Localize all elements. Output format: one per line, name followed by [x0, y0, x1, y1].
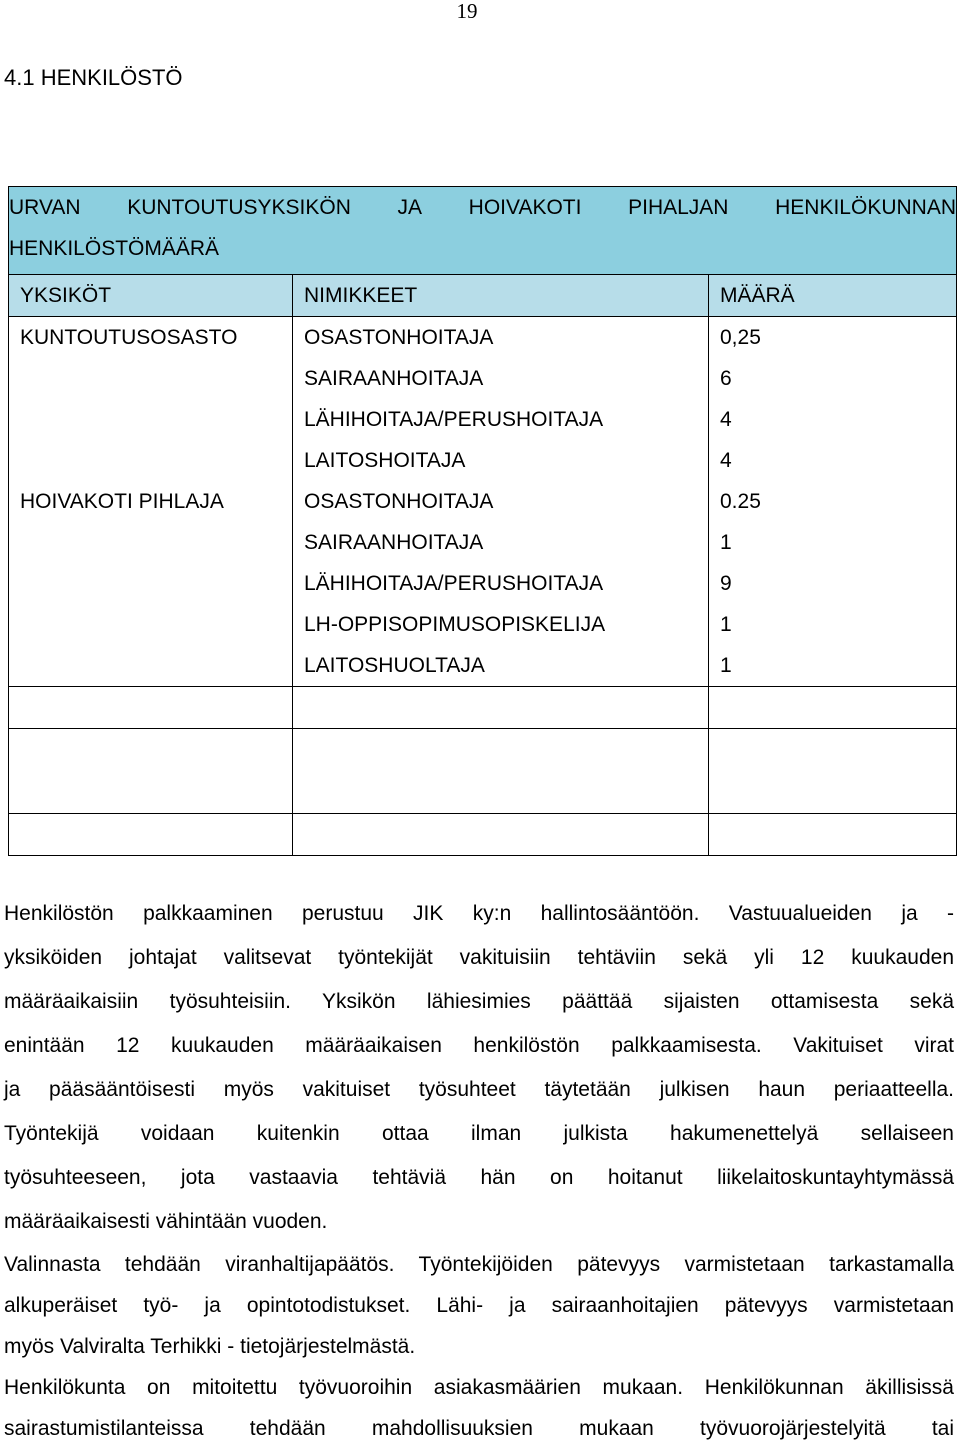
paragraph-line: enintään 12 kuukauden määräaikaisen henkilöstön palkkaamisesta. Vakituiset virat [4, 1034, 954, 1057]
table-title-word: PIHALJAN [628, 196, 729, 219]
cell-unit: HOIVAKOTI PIHLAJA [9, 481, 293, 522]
cell-amount: 0,25 [709, 317, 957, 359]
paragraph-line: ja pääsääntöisesti myös vakituiset työsuhteet täytetään julkisen haun periaatteella. [4, 1078, 954, 1101]
cell-amount: 6 [709, 358, 957, 399]
cell-amount: 4 [709, 440, 957, 481]
cell-unit [9, 645, 293, 687]
section-heading: 4.1 HENKILÖSTÖ [4, 65, 183, 90]
table-row [9, 645, 957, 687]
cell-amount: 0.25 [709, 481, 957, 522]
cell-title: SAIRAANHOITAJA [293, 358, 709, 399]
header-units: YKSIKÖT [9, 275, 293, 317]
paragraph-line: Henkilöstön palkkaaminen perustuu JIK ky:n hallintosääntöön. Vastuualueiden ja - [4, 902, 954, 925]
cell-unit [9, 563, 293, 604]
table-title-word: URVAN [9, 196, 81, 219]
table-title-line [9, 187, 956, 228]
page-number: 19 [456, 0, 478, 23]
paragraph-line: sairastumistilanteissa tehdään mahdollisuuksien mukaan työvuorojärjestelyitä tai [4, 1417, 954, 1440]
cell-title: SAIRAANHOITAJA [293, 522, 709, 563]
table-row [9, 440, 957, 481]
table-title-word: JA [397, 196, 423, 219]
paragraph-staffing [4, 1367, 954, 1449]
header-titles: NIMIKKEET [293, 275, 709, 317]
cell-title: OSASTONHOITAJA [293, 481, 709, 522]
table-title-word: HENKILÖKUNNAN [775, 196, 956, 219]
table-title-line: HENKILÖSTÖMÄÄRÄ [9, 237, 220, 260]
cell-title: OSASTONHOITAJA [293, 317, 709, 359]
header-amount: MÄÄRÄ [709, 275, 957, 317]
cell-unit [9, 604, 293, 645]
cell-unit [9, 440, 293, 481]
paragraph-line: määräaikaisiin työsuhteisiin. Yksikön lähiesimies päättää sijaisten ottamisesta sekä [4, 990, 954, 1013]
paragraph-line: Valinnasta tehdään viranhaltijapäätös. Työntekijöiden pätevyys varmistetaan tarkastamalla [4, 1253, 954, 1276]
paragraph-line: myös Valviralta Terhikki - tietojärjestelmästä. [4, 1335, 416, 1358]
cell-amount: 1 [709, 522, 957, 563]
cell-unit [9, 522, 293, 563]
cell-unit: KUNTOUTUSOSASTO [9, 317, 293, 359]
table-row [9, 481, 957, 522]
paragraph-line: alkuperäiset työ- ja opintotodistukset. Lähi- ja sairaanhoitajien pätevyys varmistetaan [4, 1294, 954, 1317]
table-row [9, 563, 957, 604]
empty-table-row [9, 687, 957, 729]
table-row [9, 522, 957, 563]
paragraph-line: työsuhteeseen, jota vastaavia tehtäviä hän on hoitanut liikelaitoskuntayhtymässä [4, 1166, 954, 1189]
empty-table-row [9, 729, 957, 814]
table-row [9, 317, 957, 359]
paragraph-line: Henkilökunta on mitoitettu työvuoroihin asiakasmäärien mukaan. Henkilökunnan äkillisissä [4, 1376, 954, 1399]
cell-title: LH-OPPISOPIMUSOPISKELIJA [293, 604, 709, 645]
paragraph-hiring [4, 892, 954, 1244]
cell-title: LAITOSHUOLTAJA [293, 645, 709, 687]
table-row [9, 399, 957, 440]
table-header-row [9, 275, 957, 317]
paragraph-line: määräaikaisesti vähintään vuoden. [4, 1210, 328, 1233]
cell-unit [9, 358, 293, 399]
paragraph-qualification [4, 1244, 954, 1367]
table-title-word: HOIVAKOTI [468, 196, 582, 219]
paragraph-line: Työntekijä voidaan kuitenkin ottaa ilman julkista hakumenettelyä sellaiseen [4, 1122, 954, 1145]
cell-title: LÄHIHOITAJA/PERUSHOITAJA [293, 563, 709, 604]
table-title-word: KUNTOUTUSYKSIKÖN [127, 196, 351, 219]
cell-title: LAITOSHOITAJA [293, 440, 709, 481]
table-row [9, 604, 957, 645]
cell-amount: 1 [709, 645, 957, 687]
cell-amount: 9 [709, 563, 957, 604]
staffing-table [8, 186, 957, 856]
table-title-row [9, 187, 957, 275]
table-row [9, 358, 957, 399]
cell-amount: 4 [709, 399, 957, 440]
cell-unit [9, 399, 293, 440]
cell-title: LÄHIHOITAJA/PERUSHOITAJA [293, 399, 709, 440]
table-title [9, 187, 957, 275]
paragraph-line: yksiköiden johtajat valitsevat työntekijät vakituisiin tehtäviin sekä yli 12 kuukauden [4, 946, 954, 969]
cell-amount: 1 [709, 604, 957, 645]
empty-table-row [9, 814, 957, 856]
